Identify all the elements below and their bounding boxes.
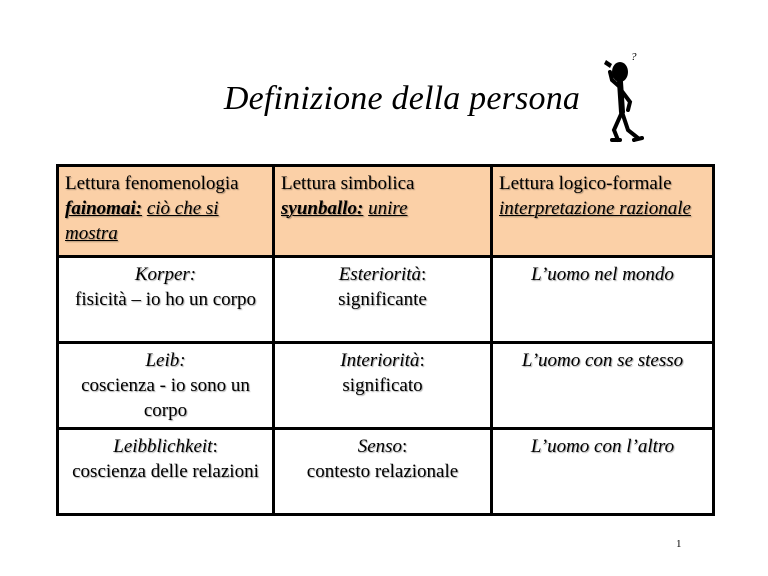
table-row [58, 429, 714, 515]
header-label: Lettura logico-formale [499, 173, 672, 194]
cell-interiorita [274, 343, 492, 429]
cell-term: Leib: [145, 350, 186, 371]
page-number: 1 [676, 538, 682, 550]
table-header-row [58, 166, 714, 257]
cell-term: Senso [357, 436, 403, 457]
cell-colon: : [402, 436, 408, 457]
persona-table [56, 164, 715, 516]
cell-uomo-altro: L’uomo con l’altro [492, 429, 714, 515]
cell-text: coscienza - io sono un corpo [81, 375, 250, 421]
cell-senso [274, 429, 492, 515]
cell-uomo-se-stesso: L’uomo con se stesso [492, 343, 714, 429]
cell-term: Interiorità [340, 350, 420, 371]
cell-text: fisicità – io ho un corpo [75, 289, 256, 310]
cell-leib [58, 343, 274, 429]
header-cell-fenomenologia [58, 166, 274, 257]
header-label: Lettura fenomenologia [65, 173, 239, 194]
header-meaning: unire [368, 198, 408, 219]
cell-esteriorita [274, 257, 492, 343]
cell-text: significato [342, 375, 423, 396]
table-row [58, 257, 714, 343]
page-title: Definizione della persona [223, 80, 581, 117]
header-term: syunballo: [281, 198, 364, 219]
header-cell-logico-formale [492, 166, 714, 257]
cell-term: Leibblichkeit [113, 436, 213, 457]
header-term: fainomai: [65, 198, 143, 219]
thinking-stick-figure-icon [598, 50, 646, 144]
cell-text: contesto relazionale [306, 461, 459, 482]
header-label: Lettura simbolica [281, 173, 415, 194]
cell-colon: : [421, 264, 427, 285]
cell-uomo-mondo: L’uomo nel mondo [492, 257, 714, 343]
cell-colon: : [419, 350, 425, 371]
cell-leibblichkeit [58, 429, 274, 515]
table-row [58, 343, 714, 429]
header-meaning: interpretazione razionale [499, 198, 691, 219]
cell-korper [58, 257, 274, 343]
cell-term: Esteriorità [338, 264, 422, 285]
cell-text: significante [338, 289, 427, 310]
header-cell-simbolica [274, 166, 492, 257]
cell-colon: : [212, 436, 218, 457]
cell-term: Korper: [134, 264, 197, 285]
svg-text:?: ? [631, 51, 637, 63]
cell-text: coscienza delle relazioni [72, 461, 259, 482]
header-meaning: ciò che si mostra [65, 198, 219, 244]
